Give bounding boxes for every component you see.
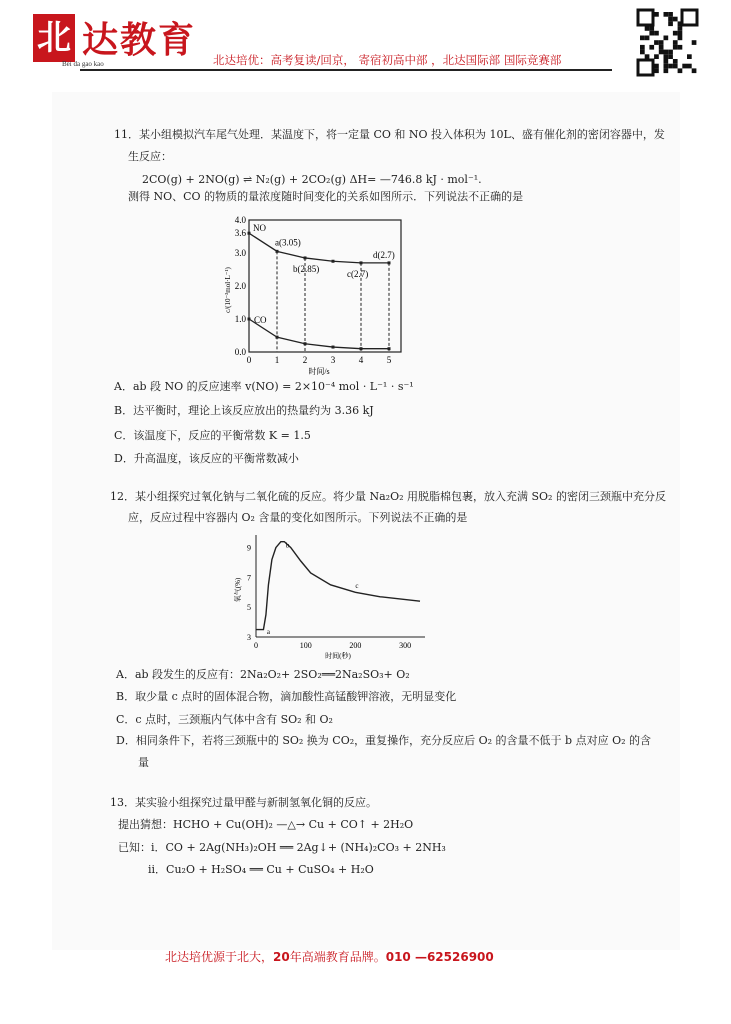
- qr-module: [678, 68, 683, 73]
- qr-module: [654, 64, 659, 69]
- point-annotation: a: [266, 628, 271, 637]
- data-point: [388, 347, 391, 350]
- data-point: [360, 347, 363, 350]
- qr-module: [673, 64, 678, 69]
- y-tick-label: 0.0: [234, 347, 246, 357]
- qr-code-icon: [636, 8, 700, 78]
- point-annotation: a(3.05): [275, 237, 301, 248]
- y-tick-label: 7: [247, 573, 251, 583]
- q12-oxygen-chart: [220, 530, 440, 660]
- qr-module: [664, 54, 669, 59]
- point-annotation: b: [285, 541, 290, 550]
- logo-mark: 北: [33, 14, 75, 62]
- qr-finder: [682, 10, 697, 25]
- data-point: [248, 232, 251, 235]
- qr-module: [645, 26, 650, 31]
- qr-module: [687, 54, 692, 59]
- qr-module: [664, 36, 669, 41]
- q11-stem: 11．某小组模拟汽车尾气处理．某温度下，将一定量 CO 和 NO 投入体积为 10L、盛有催化剂的密闭容器中，发: [114, 128, 665, 141]
- q11-option-c: C．该温度下，反应的平衡常数 K = 1.5: [114, 429, 311, 442]
- y-axis-label: c/(10⁻³mol·L⁻¹): [224, 267, 232, 313]
- plot-frame: [249, 220, 401, 352]
- data-point: [388, 261, 391, 264]
- qr-module: [640, 45, 645, 50]
- qr-module: [692, 68, 697, 73]
- q11-option-a: A．ab 段 NO 的反应速率 v(NO) = 2×10⁻⁴ mol · L⁻¹ · s⁻¹: [114, 380, 414, 393]
- qr-finder: [638, 60, 653, 75]
- x-tick-label: 300: [399, 641, 412, 650]
- qr-module: [664, 50, 669, 55]
- qr-module: [640, 36, 645, 41]
- qr-module: [654, 54, 659, 59]
- qr-module: [645, 36, 650, 41]
- qr-module: [654, 40, 659, 45]
- qr-finder: [638, 10, 653, 25]
- series-label-no: NO: [253, 223, 266, 233]
- qr-module: [668, 50, 673, 55]
- q11-option-b: B．达平衡时，理论上该反应放出的热量约为 3.36 kJ: [114, 404, 374, 417]
- qr-module: [668, 21, 673, 26]
- q12-option-d: D．相同条件下，若将三颈瓶中的 SO₂ 换为 CO₂，重复操作，充分反应后 O₂ 的含量不低于 b 点对应 O₂ 的含: [116, 734, 651, 747]
- qr-module: [673, 17, 678, 22]
- x-tick-label: 0: [254, 641, 258, 650]
- q11-stem-cont: 生反应：: [128, 150, 172, 163]
- x-tick-label: 2: [302, 355, 308, 365]
- series-line-NO: [249, 233, 389, 263]
- qr-module: [673, 45, 678, 50]
- q12-option-a: A．ab 段发生的反应有：2Na₂O₂+ 2SO₂══2Na₂SO₃+ O₂: [116, 668, 410, 681]
- footer-text2: 年高端教育品牌。: [289, 950, 386, 964]
- footer-slogan: [165, 948, 494, 965]
- qr-module: [668, 17, 673, 22]
- y-axis-label: 氧气(%): [234, 577, 242, 603]
- header-tagline: 北达培优：高考复读/回京， 寄宿初高中部 ，北达国际部 国际竞赛部: [213, 53, 562, 67]
- qr-module: [692, 40, 697, 45]
- y-tick-label: 3: [247, 633, 251, 642]
- y-tick-label: 5: [247, 603, 251, 613]
- x-tick-label: 4: [358, 355, 364, 365]
- x-tick-label: 0: [246, 355, 252, 365]
- data-point: [332, 260, 335, 263]
- q11-question: 测得 NO、CO 的物质的量浓度随时间变化的关系如图所示．下列说法不正确的是: [128, 190, 524, 203]
- qr-module: [649, 31, 654, 36]
- series-label-co: CO: [254, 315, 267, 325]
- qr-module: [654, 31, 659, 36]
- q12-option-b: B．取少量 c 点时的固体混合物，滴加酸性高锰酸钾溶液，无明显变化: [116, 690, 457, 703]
- qr-module: [649, 26, 654, 31]
- x-axis-label: 时间/s: [308, 367, 330, 376]
- y-tick-label: 2.0: [234, 281, 246, 291]
- logo-subtitle: Bei da gao kao: [62, 60, 104, 68]
- qr-module: [664, 59, 669, 64]
- logo-text: 达教育: [82, 19, 197, 61]
- data-point: [360, 261, 363, 264]
- qr-module: [673, 31, 678, 36]
- x-tick-label: 3: [330, 355, 336, 365]
- q12-option-c: C．c 点时，三颈瓶内气体中含有 SO₂ 和 O₂: [116, 713, 333, 726]
- y-tick-label: 1.0: [234, 314, 246, 324]
- point-annotation: d(2.7): [373, 249, 395, 260]
- footer-phone: 010 —62526900: [385, 950, 494, 964]
- qr-module: [654, 12, 659, 17]
- qr-module: [668, 12, 673, 17]
- qr-module: [649, 45, 654, 50]
- qr-module: [678, 26, 683, 31]
- x-axis-label: 时间(秒): [325, 652, 351, 660]
- q13-hypothesis: 提出猜想：HCHO + Cu(OH)₂ —△→ Cu + CO↑ + 2H₂O: [118, 818, 414, 831]
- data-point: [304, 256, 307, 259]
- data-point: [248, 318, 251, 321]
- q11-concentration-chart: [220, 210, 420, 380]
- q13-stem: 13．某实验小组探究过量甲醛与新制氢氧化铜的反应。: [110, 796, 377, 809]
- data-point: [276, 250, 279, 253]
- q13-known-ii: ii．Cu₂O + H₂SO₄ ══ Cu + CuSO₄ + H₂O: [148, 863, 374, 876]
- data-point: [304, 342, 307, 345]
- qr-module: [668, 54, 673, 59]
- qr-module: [664, 68, 669, 73]
- qr-module: [664, 12, 669, 17]
- qr-module: [682, 64, 687, 69]
- point-annotation: c: [355, 581, 359, 590]
- qr-module: [659, 40, 664, 45]
- x-tick-label: 1: [274, 355, 280, 365]
- point-annotation: c(2.7): [347, 268, 369, 279]
- qr-module: [668, 64, 673, 69]
- series-line-o2: [256, 542, 420, 630]
- x-tick-label: 100: [299, 641, 312, 650]
- qr-module: [673, 40, 678, 45]
- qr-module: [678, 45, 683, 50]
- qr-module: [664, 64, 669, 69]
- qr-module: [687, 64, 692, 69]
- qr-module: [640, 50, 645, 55]
- x-tick-label: 5: [386, 355, 392, 365]
- q12-stem: 12．某小组探究过氧化钠与二氧化硫的反应。将少量 Na₂O₂ 用脱脂棉包裹，放入充满 SO₂ 的密闭三颈瓶中充分反: [110, 490, 666, 503]
- qr-module: [645, 54, 650, 59]
- y-tick-label: 4.0: [234, 215, 246, 225]
- header-divider: [80, 69, 612, 71]
- footer-years: 20: [273, 950, 290, 964]
- data-point: [276, 336, 279, 339]
- y-tick-label: 3.0: [234, 248, 246, 258]
- y-tick-label: 3.6: [234, 228, 246, 239]
- qr-module: [654, 68, 659, 73]
- qr-module: [678, 31, 683, 36]
- series-line-CO: [249, 319, 389, 349]
- q11-equation: 2CO(g) + 2NO(g) ⇌ N₂(g) + 2CO₂(g) ΔH= —746.8 kJ · mol⁻¹.: [142, 173, 482, 186]
- data-point: [332, 346, 335, 349]
- q11-option-d: D．升高温度，该反应的平衡常数减小: [114, 452, 299, 465]
- qr-module: [659, 50, 664, 55]
- y-tick-label: 9: [247, 543, 251, 553]
- footer-text: 北达培优源于北大，: [165, 950, 274, 964]
- qr-module: [673, 59, 678, 64]
- q12-option-d-cont: 量: [138, 756, 149, 769]
- x-tick-label: 200: [349, 641, 362, 650]
- point-annotation: b(2.85): [293, 263, 320, 274]
- qr-module: [659, 45, 664, 50]
- q12-question: 应，反应过程中容器内 O₂ 含量的变化如图所示。下列说法不正确的是: [128, 511, 468, 524]
- qr-module: [678, 36, 683, 41]
- q13-known-i: 已知：i．CO + 2Ag(NH₃)₂OH ══ 2Ag↓+ (NH₄)₂CO₃ + 2NH₃: [118, 841, 446, 854]
